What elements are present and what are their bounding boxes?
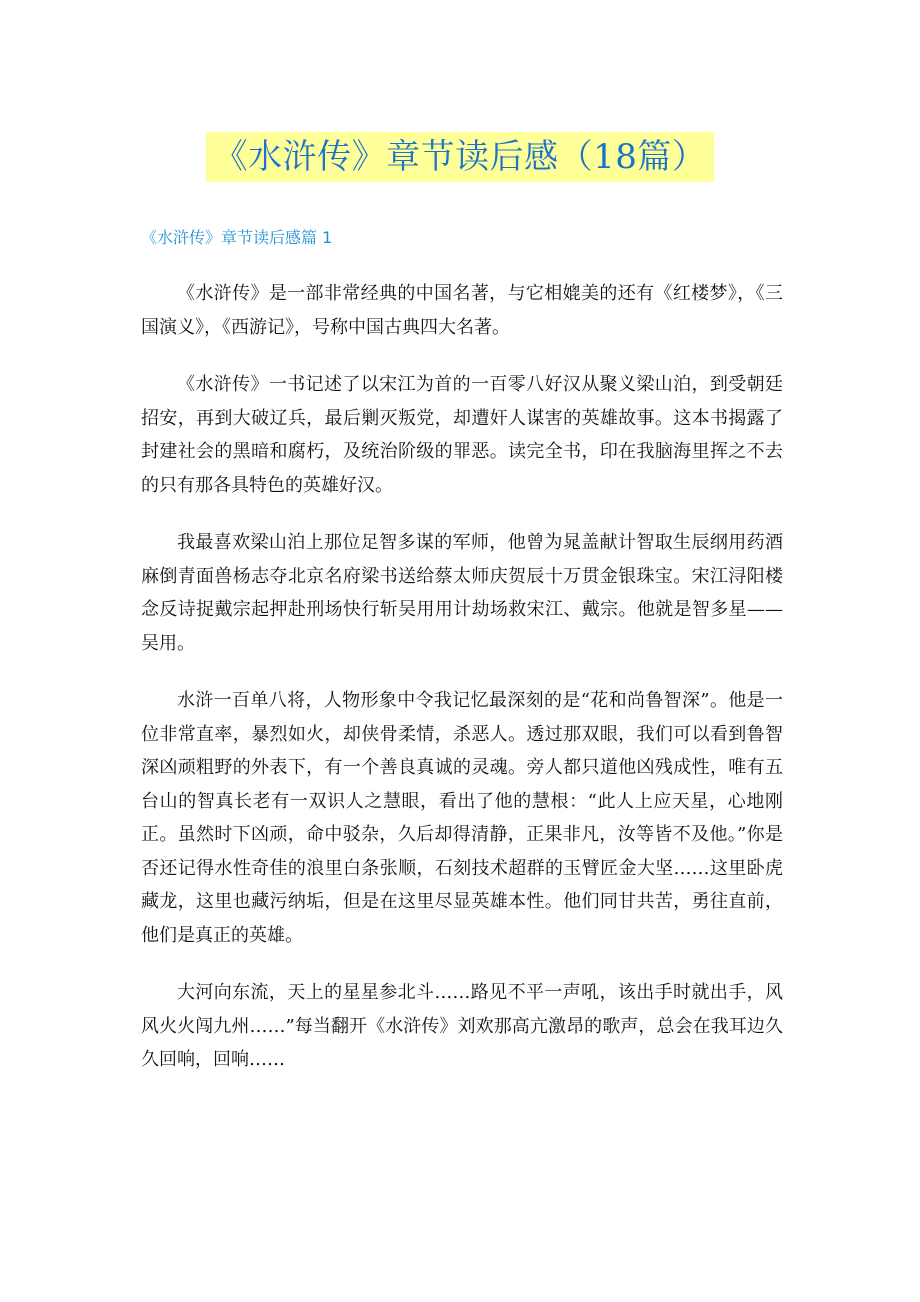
document-title: 《水浒传》章节读后感（18篇） (206, 132, 715, 182)
paragraph-3: 我最喜欢梁山泊上那位足智多谋的军师，他曾为晁盖献计智取生辰纲用药酒麻倒青面兽杨志夺北京名府梁书送给蔡太师庆贺辰十万贯金银珠宝。宋江浔阳楼念反诗捉戴宗起押赴刑场快行斩吴用用计劫场救宋江、戴宗。他就是智多星——吴用。 (141, 532, 783, 654)
paragraph-1: 《水浒传》是一部非常经典的中国名著，与它相媲美的还有《红楼梦》，《三国演义》，《西游记》，号称中国古典四大名著。 (141, 283, 783, 338)
paragraph-5: 大河向东流，天上的星星参北斗……路见不平一声吼，该出手时就出手，风风火火闯九州……”每当翻开《水浒传》刘欢那高亢激昂的歌声，总会在我耳边久久回响，回响…… (141, 982, 783, 1070)
section-heading: 《水浒传》章节读后感篇 1 (141, 228, 333, 247)
article-body (141, 277, 783, 1101)
paragraph-2: 《水浒传》一书记述了以宋江为首的一百零八好汉从聚义梁山泊，到受朝廷招安，再到大破辽兵，最后剿灭叛党，却遭奸人谋害的英雄故事。这本书揭露了封建社会的黑暗和腐朽，及统治阶级的罪恶。读完全书，印在我脑海里挥之不去的只有那各具特色的英雄好汉。 (141, 374, 783, 496)
paragraph-4: 水浒一百单八将，人物形象中令我记忆最深刻的是“花和尚鲁智深”。他是一位非常直率，暴烈如火，却侠骨柔情，杀恶人。透过那双眼，我们可以看到鲁智深凶顽粗野的外表下，有一个善良真诚的灵魂。旁人都只道他凶残成性，唯有五台山的智真长老有一双识人之慧眼，看出了他的慧根：“此人上应天星，心地刚正。虽然时下凶顽，命中驳杂，久后却得清静，正果非凡，汝等皆不及他。”你是否还记得水性奇佳的浪里白条张顺，石刻技术超群的玉臂匠金大坚……这里卧虎藏龙，这里也藏污纳垢，但是在这里尽显英雄本性。他们同甘共苦，勇往直前，他们是真正的英雄。 (141, 690, 783, 946)
title-container (0, 132, 920, 182)
